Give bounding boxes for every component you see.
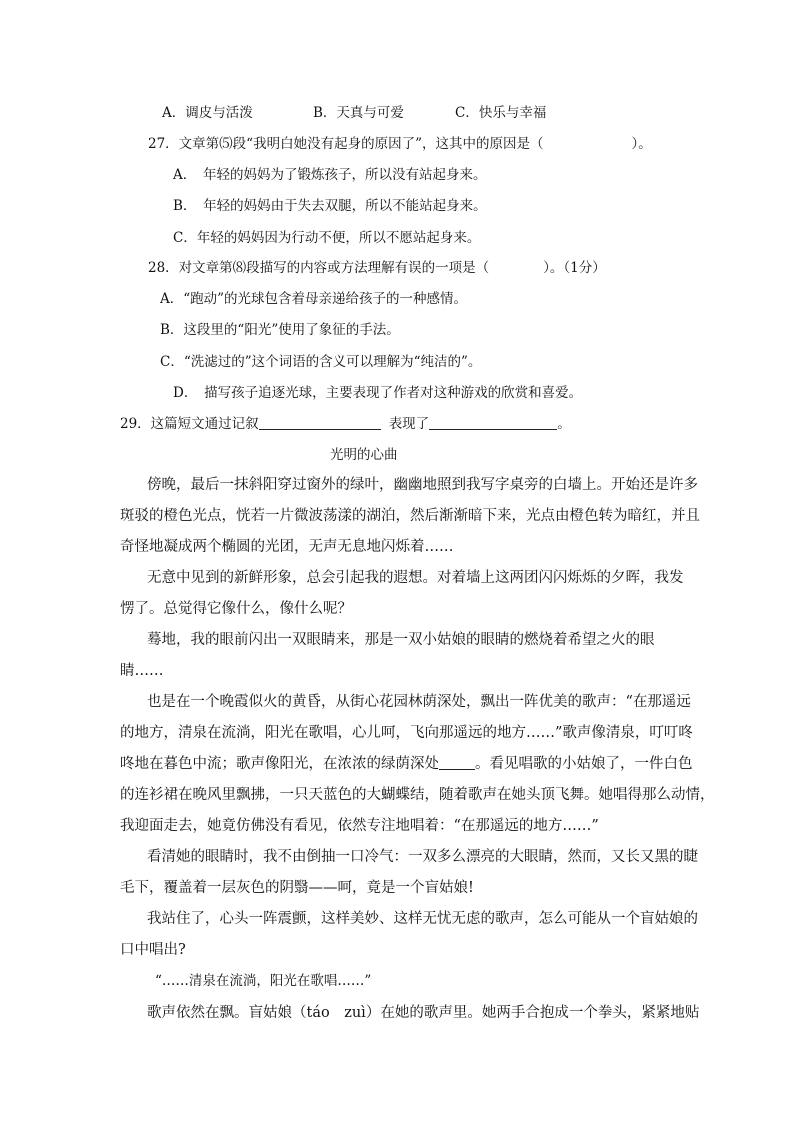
passage-line: 也是在一个晚霞似火的黄昏，从街心花园林荫深处，飘出一阵优美的歌声：“在那遥远 — [147, 694, 691, 710]
q28-option-c: C．“洗滤过的”这个词语的含义可以理解为“纯洁的”。 — [160, 354, 482, 370]
passage-line: 看清她的眼睛时，我不由倒抽一口冷气：一双多么漂亮的大眼睛，然而，又长又黑的睫 — [147, 849, 698, 865]
q27-stem-pre: 27．文章第⑸段“我明白她没有起身的原因了”，这其中的原因是（ — [148, 136, 544, 152]
q27-stem — [148, 134, 652, 154]
passage-line: 奇怪地凝成两个椭圆的光团，无声无息地闪烁着…… — [120, 539, 454, 555]
q29-blank-1 — [259, 415, 381, 430]
passage-line: 的连衫裙在晚风里飘拂，一只天蓝色的大蝴蝶结，随着歌声在她头顶飞舞。她唱得那么动情， — [120, 787, 715, 803]
passage-line-with-blank: 咚地在暮色中流；歌声像阳光，在浓浓的绿荫深处 。看见唱歌的小姑娘了，一件白色 — [120, 756, 693, 772]
q28-stem — [148, 258, 606, 278]
passage-line: 无意中见到的新鲜形象，总会引起我的遐想。对着墙上这两团闪闪烁烁的夕晖，我发 — [147, 570, 684, 586]
q28-option-a: A．“跑动”的光球包含着母亲递给孩子的一种感情。 — [160, 291, 468, 307]
passage-title: 光明的心曲 — [330, 447, 398, 463]
q28-stem-pre: 28．对文章第⑻段描写的内容或方法理解有误的一项是（ — [148, 260, 490, 276]
passage-line: 毛下，覆盖着一层灰色的阴翳——呵，竟是一个盲姑娘! — [120, 880, 474, 896]
passage-line: 愣了。总觉得它像什么，像什么呢？ — [120, 601, 352, 617]
q28-option-b: B．这段里的“阳光”使用了象征的手法。 — [160, 322, 400, 338]
q27-option-b: B． 年轻的妈妈由于失去双腿，所以不能站起身来。 — [173, 198, 487, 214]
passage-line: 的地方，清泉在流淌，阳光在歌唱，心儿呵，飞向那遥远的地方……”歌声像清泉，叮叮咚 — [120, 725, 693, 741]
q28-stem-post: ）。（1分） — [543, 260, 606, 276]
passage-line: 口中唱出? — [120, 942, 186, 958]
q27-option-a: A． 年轻的妈妈为了锻炼孩子，所以没有站起身来。 — [173, 167, 487, 183]
q27-stem-post: ）。 — [631, 136, 652, 152]
passage-line: 傍晚，最后一抹斜阳穿过窗外的绿叶，幽幽地照到我写字桌旁的白墙上。开始还是许多 — [147, 477, 698, 493]
passage-fill-blank — [439, 755, 475, 770]
q26-option-b: B．天真与可爱 — [313, 105, 404, 121]
passage-line: 蓦地，我的眼前闪出一双眼睛来，那是一双小姑娘的眼睛的燃烧着希望之火的眼 — [147, 632, 655, 648]
passage-line: “……清泉在流淌，阳光在歌唱……” — [155, 973, 372, 989]
q29-blank-2 — [429, 415, 557, 430]
q29-stem: 29．这篇短文通过记叙 表现了 。 — [120, 416, 571, 432]
passage-line: 我迎面走去，她竟仿佛没有看见，依然专注地唱着：“在那遥远的地方……” — [120, 818, 599, 834]
q26-option-c: C．快乐与幸福 — [455, 105, 547, 121]
q27-option-c: C．年轻的妈妈因为行动不便，所以不愿站起身来。 — [173, 230, 481, 246]
passage-line: 睛…… — [120, 663, 164, 679]
q28-option-d: D． 描写孩子追逐光球，主要表现了作者对这种游戏的欣赏和喜爱。 — [173, 385, 583, 401]
passage-line: 歌声依然在飘。盲姑娘（táo zuì）在她的歌声里。她两手合抱成一个拳头，紧紧地贴 — [147, 1005, 700, 1021]
q26-option-a: A．调皮与活泼 — [162, 105, 253, 121]
passage-line: 我站住了，心头一阵震颤，这样美妙、这样无忧无虑的歌声，怎么可能从一个盲姑娘的 — [147, 911, 698, 927]
passage-line: 斑驳的橙色光点，恍若一片微波荡漾的湖泊，然后渐渐暗下来，光点由橙色转为暗红，并且 — [120, 508, 700, 524]
